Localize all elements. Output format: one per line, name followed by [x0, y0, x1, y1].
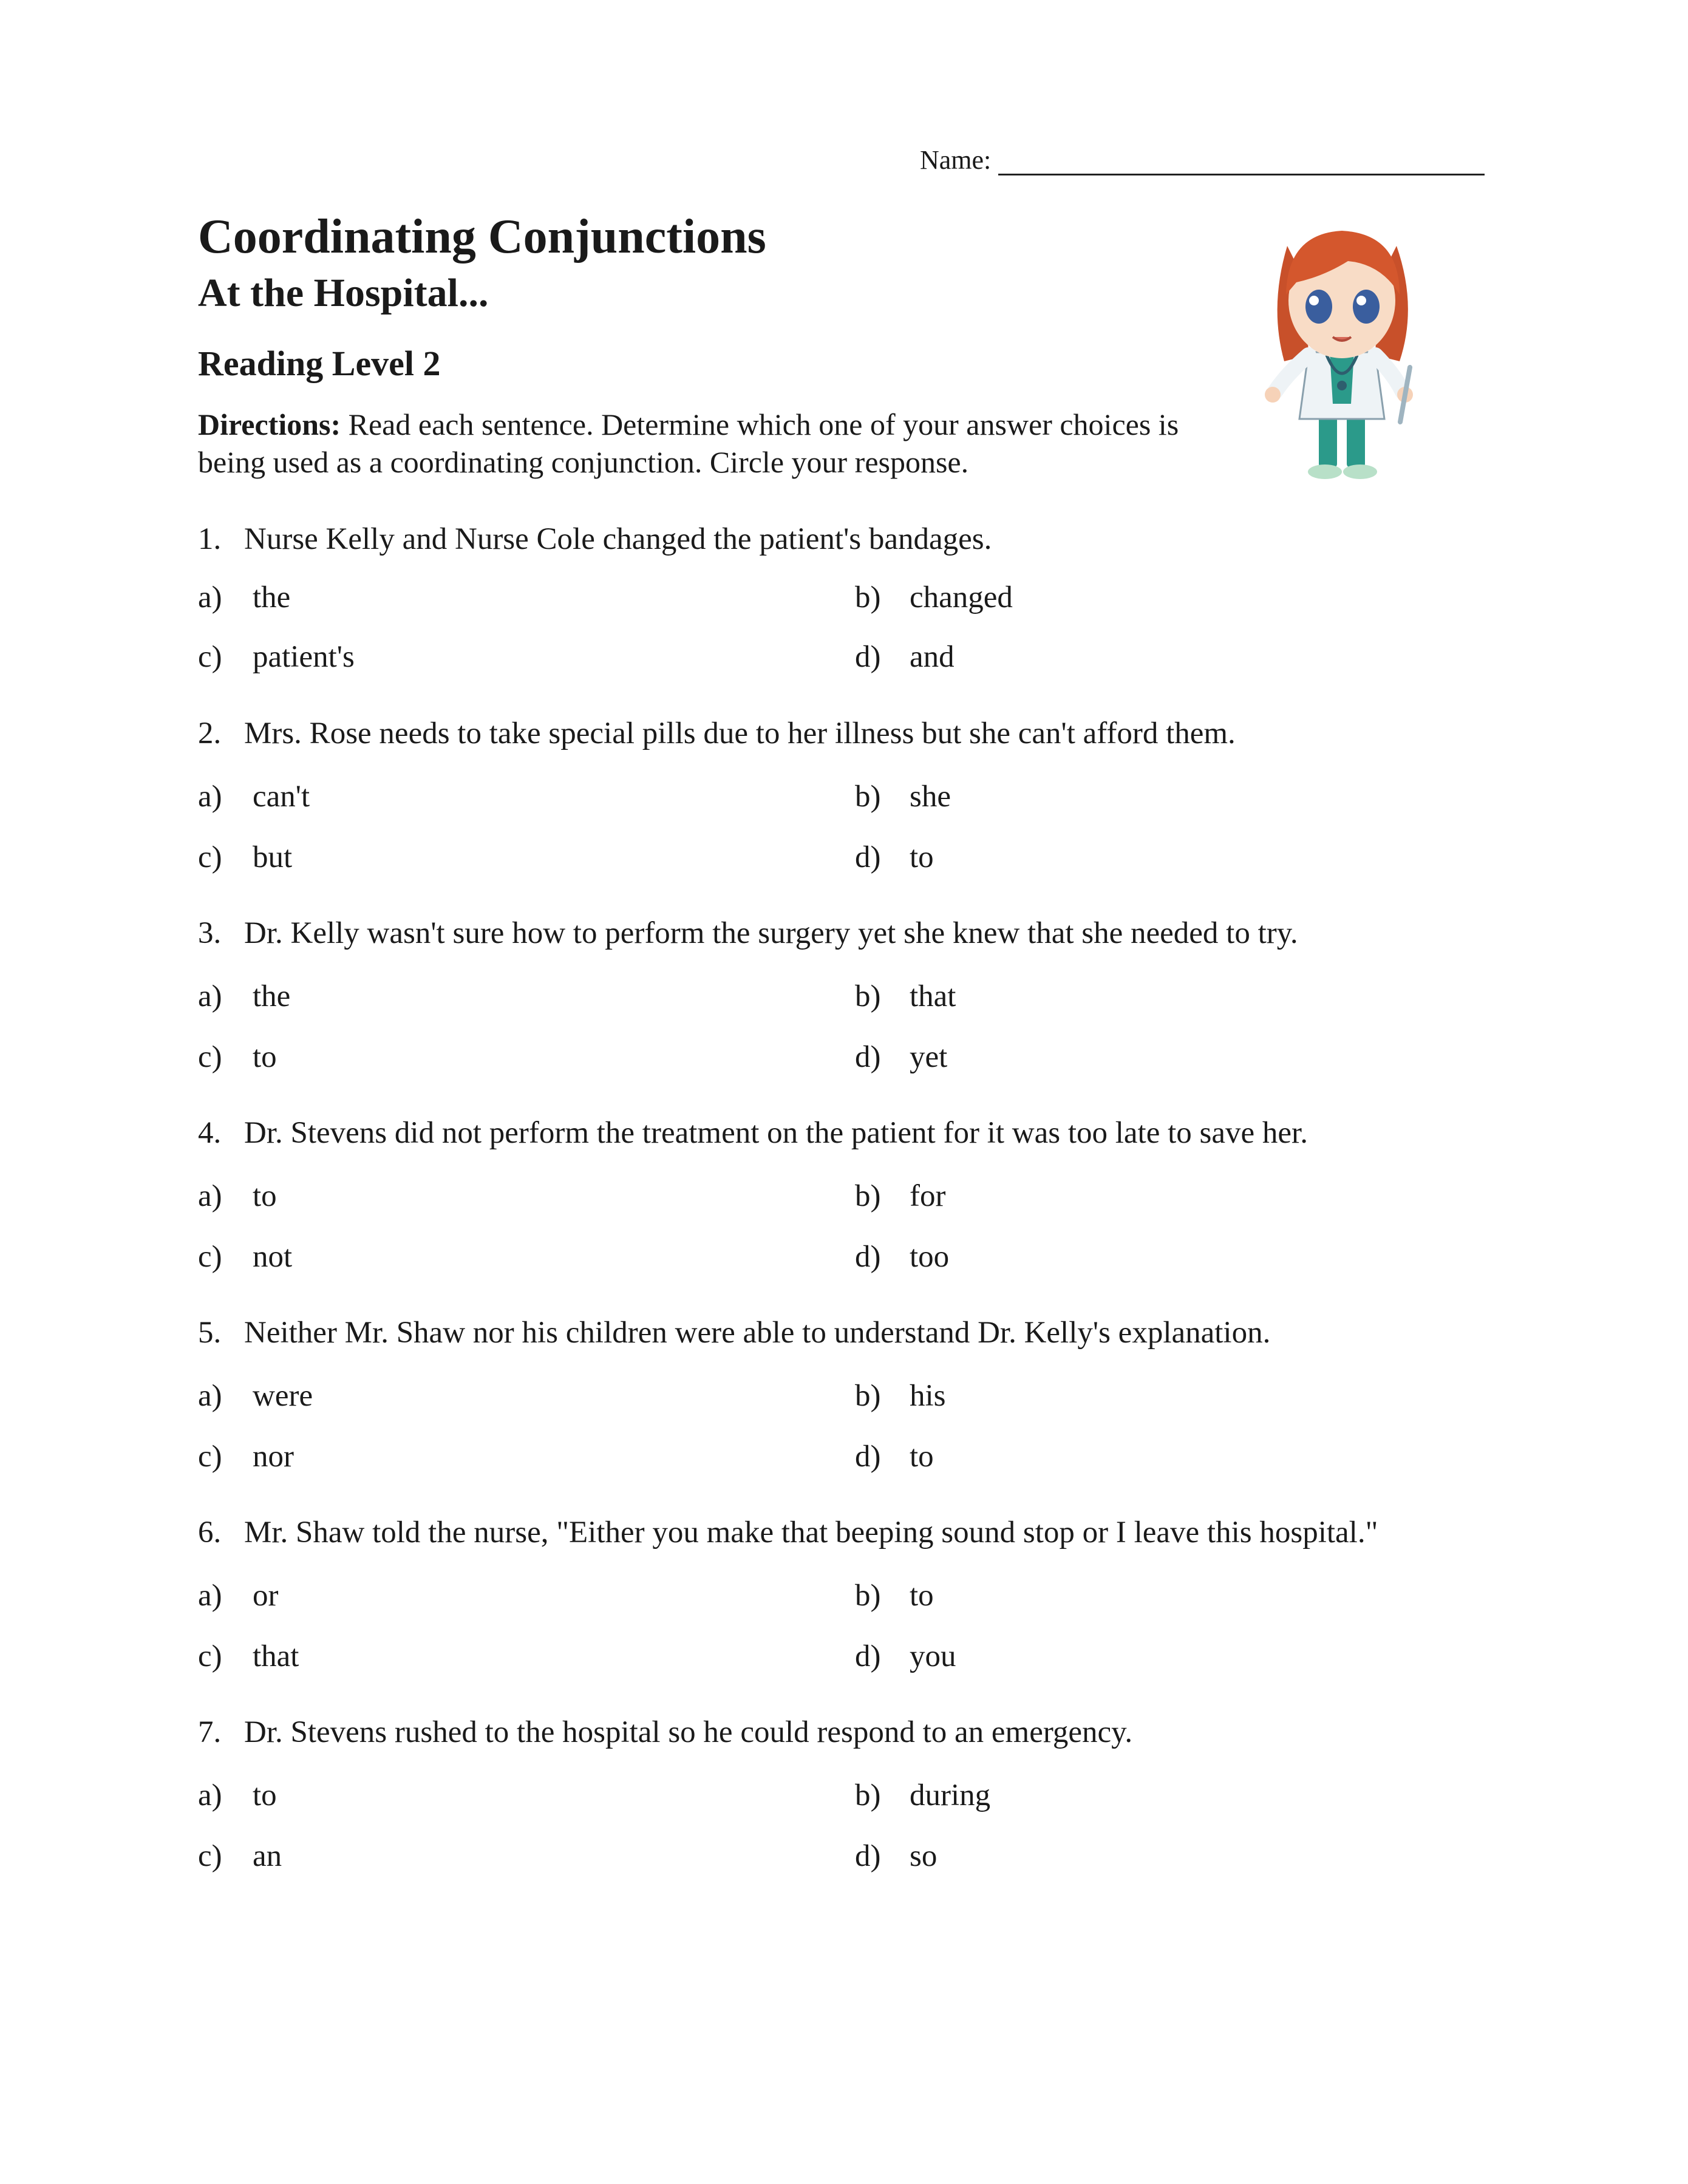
option-d[interactable]: d) so [855, 1839, 938, 1873]
directions [198, 406, 1230, 481]
option-b[interactable]: b) she [855, 780, 951, 814]
question-3 [198, 915, 1503, 1074]
option-a[interactable]: a) or [198, 1579, 279, 1613]
option-c[interactable]: c) patient's [198, 640, 355, 674]
question-text: Dr. Stevens rushed to the hospital so he could respond to an emergency. [244, 1715, 1133, 1749]
directions-label: Directions: [198, 407, 341, 441]
option-a[interactable]: a) to [198, 1179, 277, 1213]
question-text: Dr. Stevens did not perform the treatment on the patient for it was too late to save her. [244, 1116, 1308, 1150]
question-6 [198, 1514, 1503, 1673]
question-number: 5. [198, 1316, 222, 1350]
option-c[interactable]: c) but [198, 840, 293, 874]
option-c[interactable]: c) to [198, 1040, 277, 1074]
question-text: Dr. Kelly wasn't sure how to perform the surgery yet she knew that she needed to try. [244, 916, 1298, 950]
name-field[interactable] [920, 145, 1485, 175]
option-c[interactable]: c) nor [198, 1440, 294, 1474]
name-label: Name: [920, 145, 992, 175]
question-text: Mr. Shaw told the nurse, "Either you make that beeping sound stop or I leave this hospital." [244, 1516, 1378, 1550]
option-b[interactable]: b) to [855, 1579, 934, 1613]
option-a[interactable]: a) were [198, 1379, 313, 1413]
worksheet-title: Coordinating Conjunctions [198, 210, 766, 264]
option-a[interactable]: a) the [198, 580, 291, 614]
reading-level: Reading Level 2 [198, 344, 441, 383]
option-b[interactable]: b) during [855, 1778, 991, 1812]
option-d[interactable]: d) and [855, 640, 955, 674]
question-number: 2. [198, 716, 222, 750]
option-b[interactable]: b) that [855, 979, 956, 1013]
worksheet-subtitle: At the Hospital... [198, 271, 489, 315]
question-number: 7. [198, 1715, 222, 1749]
option-d[interactable]: d) to [855, 1440, 934, 1474]
question-4 [198, 1115, 1503, 1274]
option-a[interactable]: a) the [198, 979, 291, 1013]
name-blank-line[interactable] [998, 152, 1485, 175]
option-a[interactable]: a) can't [198, 780, 310, 814]
question-text: Neither Mr. Shaw nor his children were able to understand Dr. Kelly's explanation. [244, 1316, 1271, 1350]
question-number: 4. [198, 1116, 222, 1150]
question-1 [198, 521, 1503, 674]
option-c[interactable]: c) that [198, 1639, 299, 1673]
question-2 [198, 715, 1503, 874]
option-b[interactable]: b) his [855, 1379, 946, 1413]
question-number: 6. [198, 1516, 222, 1550]
question-5 [198, 1315, 1503, 1474]
nurse-illustration [1251, 209, 1433, 486]
option-d[interactable]: d) you [855, 1639, 956, 1673]
option-d[interactable]: d) too [855, 1240, 950, 1274]
option-d[interactable]: d) to [855, 840, 934, 874]
option-c[interactable]: c) an [198, 1839, 282, 1873]
question-number: 3. [198, 916, 222, 950]
question-text: Nurse Kelly and Nurse Cole changed the patient's bandages. [244, 522, 992, 556]
option-b[interactable]: b) for [855, 1179, 946, 1213]
option-c[interactable]: c) not [198, 1240, 293, 1274]
option-b[interactable]: b) changed [855, 580, 1013, 614]
option-d[interactable]: d) yet [855, 1040, 948, 1074]
question-number: 1. [198, 522, 222, 556]
option-a[interactable]: a) to [198, 1778, 277, 1812]
question-7 [198, 1714, 1503, 1873]
question-text: Mrs. Rose needs to take special pills due to her illness but she can't afford them. [244, 716, 1236, 750]
directions-text: Read each sentence. Determine which one of your answer choices is being used as a coordinating conjunction. Circle your response. [198, 407, 1179, 479]
